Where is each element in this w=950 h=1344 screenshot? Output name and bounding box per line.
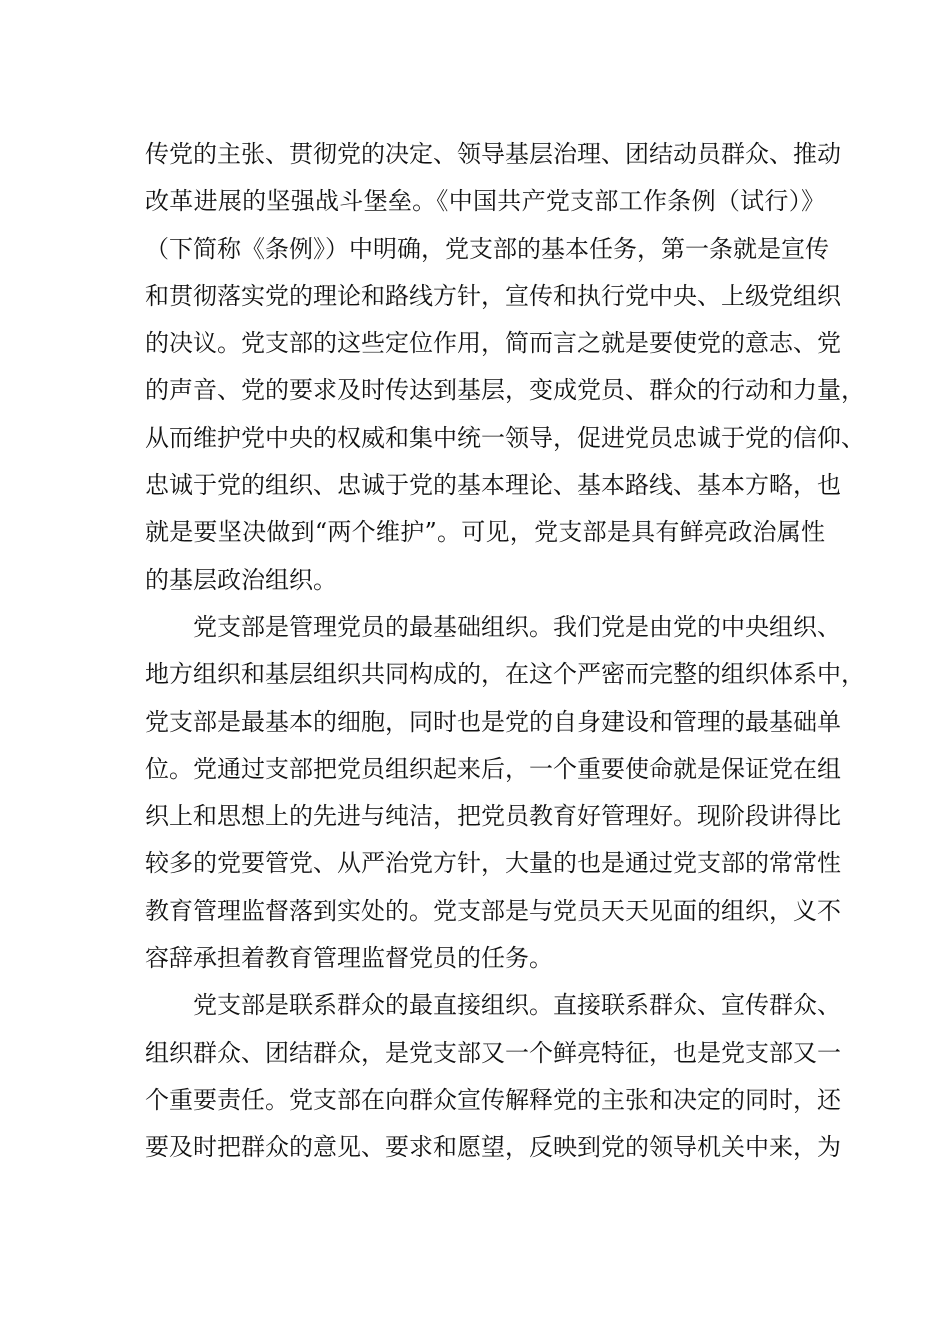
text-line: 党支部是最基本的细胞，同时也是党的自身建设和管理的最基础单 (145, 707, 841, 736)
text-line: 就是要坚决做到“两个维护”。可见，党支部是具有鲜亮政治属性 (145, 518, 825, 547)
text-line: 位。党通过支部把党员组织起来后，一个重要使命就是保证党在组 (145, 754, 841, 783)
text-line: 从而维护党中央的权威和集中统一领导，促进党员忠诚于党的信仰、 (145, 423, 865, 452)
text-line: 忠诚于党的组织、忠诚于党的基本理论、基本路线、基本方略，也 (145, 471, 841, 500)
paragraph (145, 982, 841, 1171)
text-line: 和贯彻落实党的理论和路线方针，宣传和执行党中央、上级党组织 (145, 281, 841, 310)
text-line: 的决议。党支部的这些定位作用，简而言之就是要使党的意志、党 (145, 329, 841, 358)
document-body (145, 131, 865, 1172)
text-line: 地方组织和基层组织共同构成的，在这个严密而完整的组织体系中， (145, 660, 865, 689)
text-line: 织上和思想上的先进与纯洁，把党员教育好管理好。现阶段讲得比 (145, 802, 841, 831)
text-line: 党支部是联系群众的最直接组织。直接联系群众、宣传群众、 (193, 991, 841, 1020)
text-line: 教育管理监督落到实处的。党支部是与党员天天见面的组织，义不 (145, 896, 841, 925)
text-line: 传党的主张、贯彻党的决定、领导基层治理、团结动员群众、推动 (145, 140, 841, 168)
text-line: 改革进展的坚强战斗堡垒。《中国共产党支部工作条例（试行）》 (145, 187, 825, 216)
text-line: 的声音、党的要求及时传达到基层，变成党员、群众的行动和力量， (145, 376, 865, 405)
text-line: 较多的党要管党、从严治党方针，大量的也是通过党支部的常常性 (145, 849, 841, 878)
text-line: 组织群众、团结群众，是党支部又一个鲜亮特征，也是党支部又一 (145, 1038, 841, 1067)
paragraph (145, 131, 865, 604)
text-line: 的基层政治组织。 (145, 565, 337, 594)
text-line: 容辞承担着教育管理监督党员的任务。 (145, 944, 553, 973)
paragraph (145, 604, 865, 982)
text-line: 党支部是管理党员的最基础组织。我们党是由党的中央组织、 (193, 612, 841, 641)
text-line: 个重要责任。党支部在向群众宣传解释党的主张和决定的同时，还 (145, 1085, 841, 1114)
text-line: （下简称《条例》）中明确，党支部的基本任务，第一条就是宣传 (145, 234, 829, 263)
text-line: 要及时把群众的意见、要求和愿望，反映到党的领导机关中来，为 (145, 1133, 841, 1162)
